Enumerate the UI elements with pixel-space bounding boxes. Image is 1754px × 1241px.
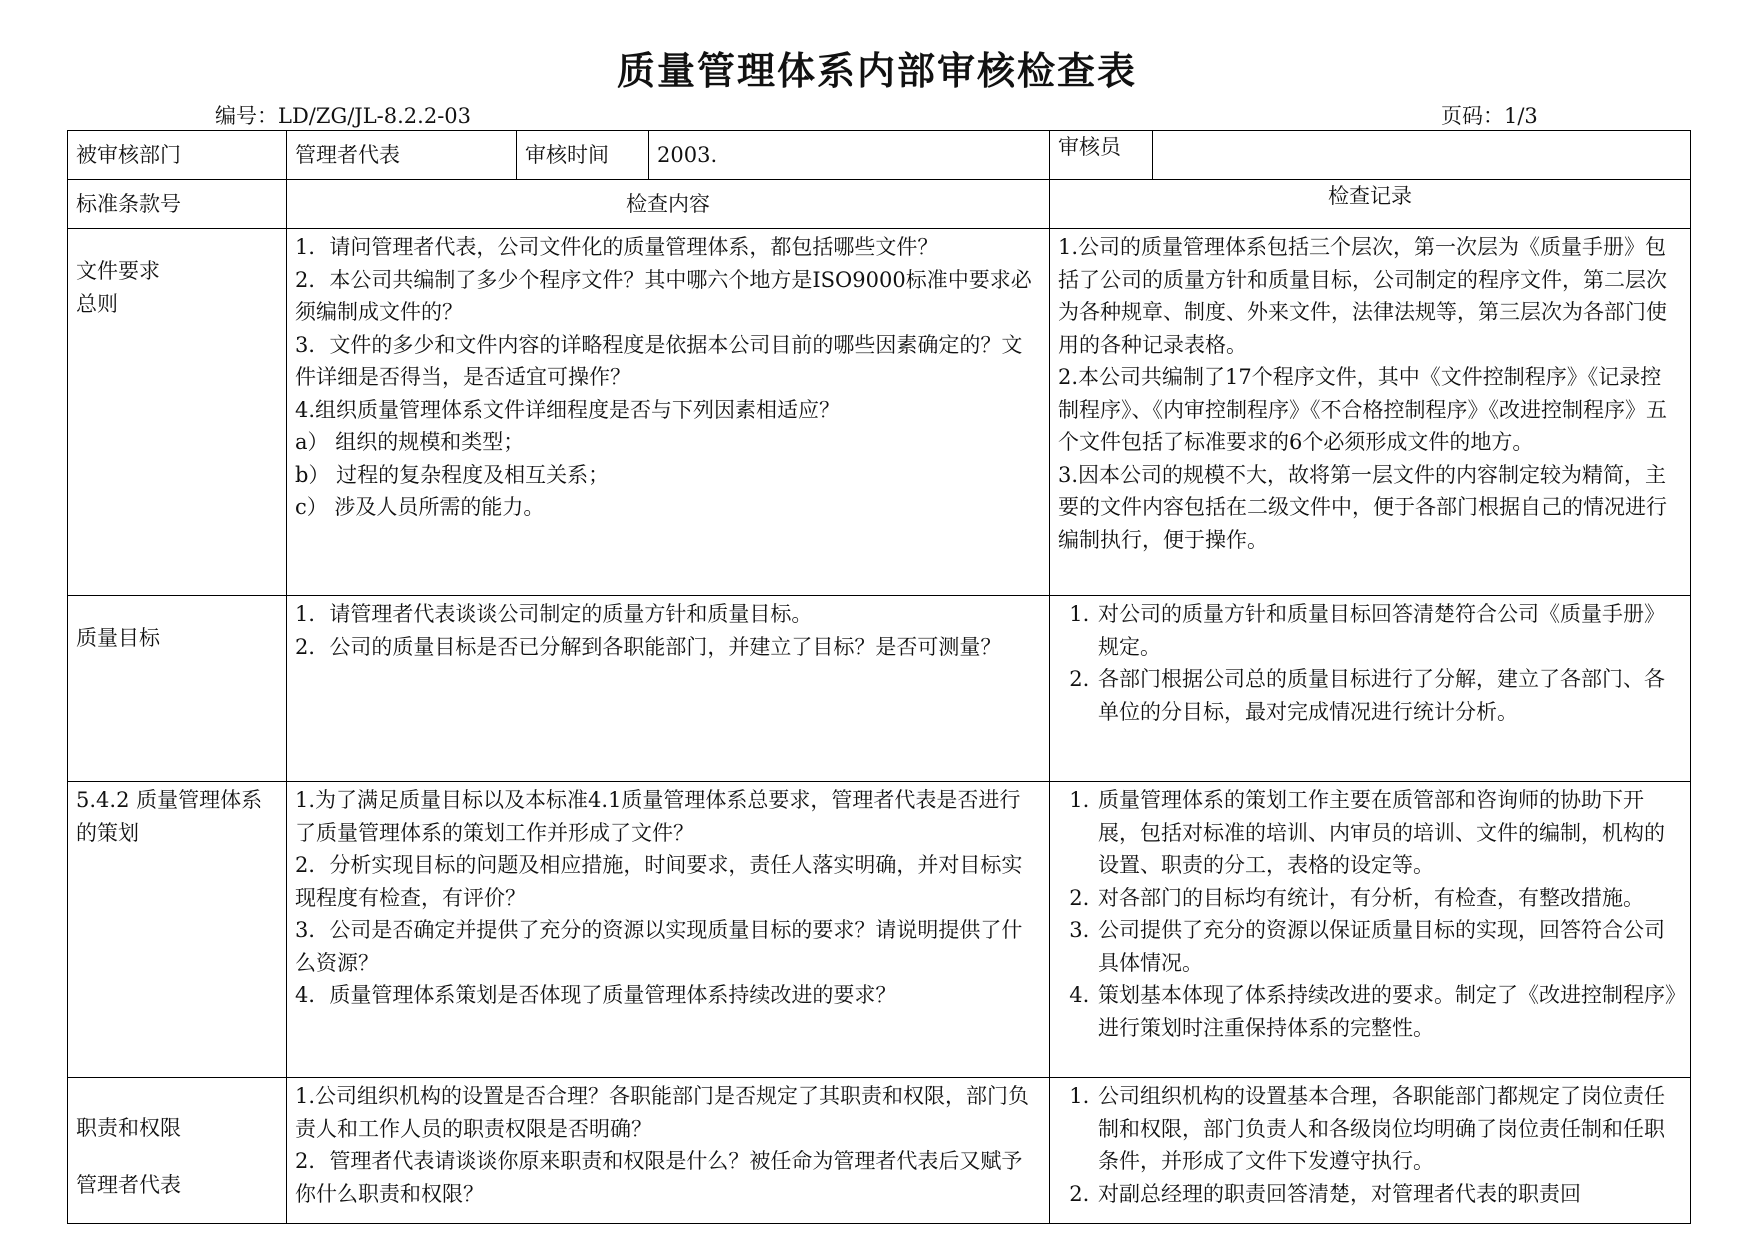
audit-checklist-table <box>67 130 1691 1224</box>
page-number: 页码：1/3 <box>1441 104 1538 128</box>
clause-line: 管理者代表 <box>76 1172 181 1197</box>
clause-cell <box>68 229 287 596</box>
record-header: 检查记录 <box>1050 180 1691 229</box>
clause-line: 5.4.2 质量管理体系的策划 <box>76 788 263 845</box>
record-item: 2. 对副总经理的职责回答清楚，对管理者代表的职责回 <box>1096 1178 1682 1211</box>
record-item: 1. 质量管理体系的策划工作主要在质管部和咨询师的协助下开展，包括对标准的培训、内审员的培训、文件的编制，机构的设置、职责的分工，表格的设定等。 <box>1096 784 1682 882</box>
content-item: 2．管理者代表请谈谈你原来职责和权限是什么？被任命为管理者代表后又赋予你什么职责和权限？ <box>295 1149 1023 1206</box>
content-item: b） 过程的复杂程度及相互关系； <box>295 462 610 487</box>
clause-header: 标准条款号 <box>68 180 287 229</box>
info-row <box>68 131 1691 180</box>
content-item: 4.组织质量管理体系文件详细程度是否与下列因素相适应？ <box>295 397 841 422</box>
content-cell <box>287 596 1050 782</box>
auditor-value <box>1153 131 1691 180</box>
clause-line: 总则 <box>76 291 118 316</box>
record-item: 3. 公司提供了充分的资源以保证质量目标的实现，回答符合公司具体情况。 <box>1096 914 1682 979</box>
record-item: 2. 各部门根据公司总的质量目标进行了分解，建立了各部门、各单位的分目标，最对完成情况进行统计分析。 <box>1096 663 1682 728</box>
table-row <box>68 782 1691 1078</box>
content-item: 4．质量管理体系策划是否体现了质量管理体系持续改进的要求？ <box>295 983 897 1007</box>
dept-label: 被审核部门 <box>68 131 287 180</box>
document-number: 编号：LD/ZG/JL-8.2.2-03 <box>215 104 472 128</box>
record-list <box>1058 784 1682 1044</box>
record-item: 2.本公司共编制了17个程序文件，其中《文件控制程序》《记录控制程序》、《内审控制程序》《不合格控制程序》《改进控制程序》五个文件包括了标准要求的6个必须形成文件的地方。 <box>1058 365 1667 454</box>
record-cell <box>1050 596 1691 782</box>
content-item: 1.公司组织机构的设置是否合理？各职能部门是否规定了其职责和权限，部门负责人和工作人员的职责权限是否明确？ <box>295 1084 1030 1141</box>
content-item: 3．公司是否确定并提供了充分的资源以实现质量目标的要求？请说明提供了什么资源？ <box>295 918 1023 975</box>
record-item: 3.因本公司的规模不大，故将第一层文件的内容制定较为精简，主要的文件内容包括在二级文件中，便于各部门根据自己的情况进行编制执行，便于操作。 <box>1058 462 1667 552</box>
content-cell <box>287 229 1050 596</box>
table-row <box>68 1078 1691 1224</box>
page-title: 质量管理体系内部审核检查表 <box>616 49 1137 93</box>
record-cell <box>1050 229 1691 596</box>
record-item: 4. 策划基本体现了体系持续改进的要求。制定了《改进控制程序》进行策划时注重保持体系的完整性。 <box>1096 979 1682 1044</box>
dept-value: 管理者代表 <box>287 131 517 180</box>
content-item: 3．文件的多少和文件内容的详略程度是依据本公司目前的哪些因素确定的？文件详细是否得当，是否适宜可操作？ <box>295 332 1023 389</box>
content-cell <box>287 782 1050 1078</box>
content-item: 2．本公司共编制了多少个程序文件？其中哪六个地方是ISO9000标准中要求必须编制成文件的？ <box>295 267 1032 324</box>
record-cell <box>1050 782 1691 1078</box>
clause-cell <box>68 1078 287 1224</box>
record-list <box>1058 598 1682 728</box>
content-cell <box>287 1078 1050 1224</box>
content-header: 检查内容 <box>287 180 1050 229</box>
table-row <box>68 229 1691 596</box>
content-item: 1．请管理者代表谈谈公司制定的质量方针和质量目标。 <box>295 602 813 626</box>
content-item: 1．请问管理者代表，公司文件化的质量管理体系，都包括哪些文件？ <box>295 235 939 259</box>
time-value: 2003. <box>649 131 1050 180</box>
clause-line: 文件要求 <box>76 259 160 283</box>
table-row <box>68 596 1691 782</box>
content-item: 1.为了满足质量目标以及本标准4.1质量管理体系总要求，管理者代表是否进行了质量管理体系的策划工作并形成了文件？ <box>295 788 1021 845</box>
record-item: 1. 公司组织机构的设置基本合理，各职能部门都规定了岗位责任制和权限，部门负责人和各级岗位均明确了岗位责任制和任职条件，并形成了文件下发遵守执行。 <box>1096 1080 1682 1178</box>
column-header-row <box>68 180 1691 229</box>
content-item: 2．公司的质量目标是否已分解到各职能部门，并建立了目标？是否可测量？ <box>295 634 1002 659</box>
clause-cell <box>68 596 287 782</box>
auditor-label: 审核员 <box>1050 131 1153 180</box>
clause-line: 质量目标 <box>76 626 160 650</box>
content-item: a） 组织的规模和类型； <box>295 430 525 454</box>
clause-cell <box>68 782 287 1078</box>
record-item: 1.公司的质量管理体系包括三个层次，第一次层为《质量手册》包括了公司的质量方针和质量目标，公司制定的程序文件，第二层次为各种规章、制度、外来文件，法律法规等，第三层次为各部门使用的各种记录表格。 <box>1058 235 1667 357</box>
time-label: 审核时间 <box>517 131 649 180</box>
record-list <box>1058 1080 1682 1210</box>
record-item: 1. 对公司的质量方针和质量目标回答清楚符合公司《质量手册》规定。 <box>1096 598 1682 663</box>
record-item: 2. 对各部门的目标均有统计，有分析，有检查，有整改措施。 <box>1096 882 1682 915</box>
record-cell <box>1050 1078 1691 1224</box>
content-item: c） 涉及人员所需的能力。 <box>295 495 545 519</box>
content-item: 2．分析实现目标的问题及相应措施，时间要求，责任人落实明确，并对目标实现程度有检查，有评价？ <box>295 853 1023 910</box>
clause-line: 职责和权限 <box>76 1116 181 1140</box>
